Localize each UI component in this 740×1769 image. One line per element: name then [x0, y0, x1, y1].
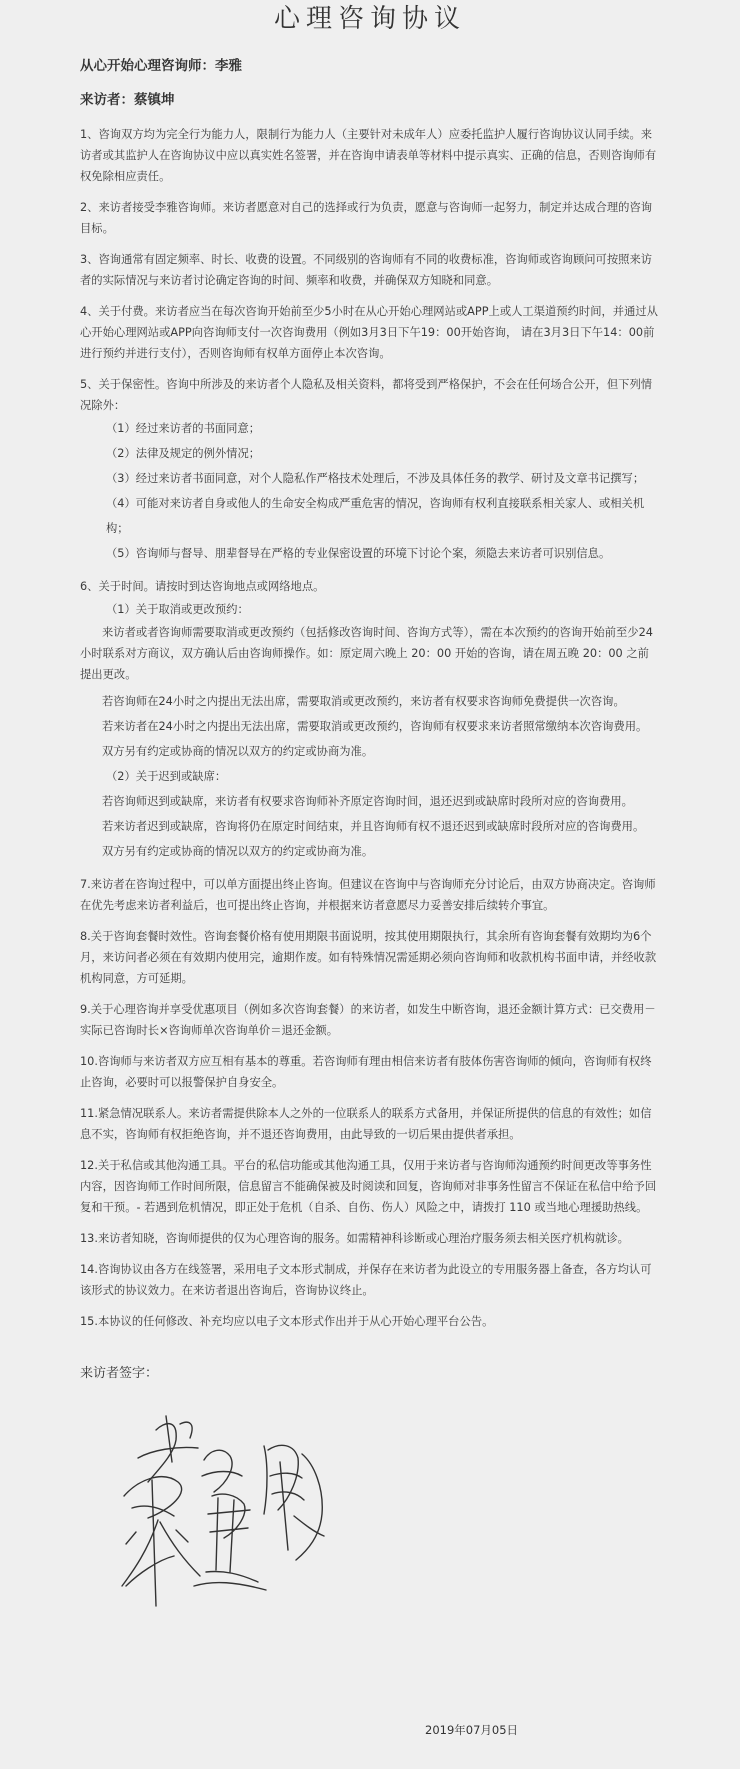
clause-6-sub1-text: 来访者或者咨询师需要取消或更改预约（包括修改咨询时间、咨询方式等），需在本次预约的咨询开始前至少24小时联系对方商议，双方确认后由咨询师操作。如：原定周六晚上 20：00 开始的咨询，请在周五晚 20：00 之前提出更改。	[80, 626, 653, 681]
clause-6-sub2-title: （2）关于迟到或缺席：	[106, 770, 227, 783]
page-title: 心理咨询协议	[273, 4, 466, 34]
counselor-label: 从心开始心理咨询师：	[80, 58, 215, 74]
clause-7: 7.来访者在咨询过程中，可以单方面提出终止咨询。但建议在咨询中与咨询师充分讨论后，由双方协商决定。咨询师在优先考虑来访者利益后，也可提出终止咨询，并根据来访者意愿尽力妥善安排后续转介事宜。	[80, 878, 656, 912]
clause-6: 6、关于时间。请按时到达咨询地点或网络地点。	[80, 580, 325, 593]
clause-13: 13.来访者知晓，咨询师提供的仅为心理咨询的服务。如需精神科诊断或心理治疗服务须去相关医疗机构就诊。	[80, 1232, 629, 1245]
clause-5-item: （4）可能对来访者自身或他人的生命安全构成严重危害的情况，咨询师有权利直接联系相关家人、或相关机构；	[106, 497, 645, 535]
clause-5-item: （2）法律及规定的例外情况；	[106, 447, 261, 460]
visitor-line	[80, 90, 660, 110]
clause-14: 14.咨询协议由各方在线签署，采用电子文本形式制成，并保存在来访者为此设立的专用服务器上备查，各方均认可该形式的协议效力。在来访者退出咨询后，咨询协议终止。	[80, 1263, 652, 1297]
clause-9: 9.关于心理咨询并享受优惠项目（例如多次咨询套餐）的来访者，如发生中断咨询，退还金额计算方式：已交费用－实际已咨询时长×咨询师单次咨询单价＝退还金额。	[80, 1003, 656, 1037]
clause-5-item: （3）经过来访者书面同意，对个人隐私作严格技术处理后，不涉及具体任务的教学、研讨及文章书记撰写；	[106, 472, 645, 485]
signature-date: 2019年07月05日	[425, 1723, 519, 1737]
clause-6-sub2-line: 双方另有约定或协商的情况以双方的约定或协商为准。	[102, 845, 374, 858]
visitor-label: 来访者：	[80, 92, 134, 108]
clause-10: 10.咨询师与来访者双方应互相有基本的尊重。若咨询师有理由相信来访者有肢体伤害咨询师的倾向，咨询师有权终止咨询，必要时可以报警保护自身安全。	[80, 1055, 652, 1089]
clause-6-group	[80, 576, 660, 864]
clause-6-sub1-line: 若咨询师在24小时之内提出无法出席，需要取消或更改预约，来访者有权要求咨询师免费提供一次咨询。	[102, 695, 625, 708]
clause-1: 1、咨询双方均为完全行为能力人，限制行为能力人（主要针对未成年人）应委托监护人履行咨询协议认同手续。来访者或其监护人在咨询协议中应以真实姓名签署，并在咨询申请表单等材料中提示真实、正确的信息，否则咨询师有权免除相应责任。	[80, 128, 657, 183]
clause-8: 8.关于咨询套餐时效性。咨询套餐价格有使用期限书面说明，按其使用期限执行，其余所有咨询套餐有效期均为6个月，来访问者必须在有效期内使用完，逾期作废。如有特殊情况需延期必须向咨询师和收款机构书面申请，并经收款机构同意，方可延期。	[80, 930, 657, 985]
clause-6-sub2-line: 若咨询师迟到或缺席，来访者有权要求咨询师补齐原定咨询时间，退还迟到或缺席时段所对应的咨询费用。	[102, 795, 633, 808]
clause-5-item: （1）经过来访者的书面同意；	[106, 422, 261, 435]
clause-2: 2、来访者接受李雅咨询师。来访者愿意对自己的选择或行为负责，愿意与咨询师一起努力，制定并达成合理的咨询目标。	[80, 201, 653, 235]
clause-5: 5、关于保密性。咨询中所涉及的来访者个人隐私及相关资料，都将受到严格保护，不会在任何场合公开，但下列情况除外：	[80, 378, 653, 412]
clause-5-group	[80, 374, 660, 566]
clause-6-sub1-line: 若来访者在24小时之内提出无法出席，需要取消或更改预约，咨询师有权要求来访者照常缴纳本次咨询费用。	[102, 720, 648, 733]
clause-4: 4、关于付费。来访者应当在每次咨询开始前至少5小时在从心开始心理网站或APP上或人工渠道预约时间，并通过从心开始心理网站或APP向咨询师支付一次咨询费用（例如3月3日下午19：00开始咨询， 请在3月3日下午14：00前进行预约并进行支付），否则咨询师有权单方面停止本次咨询。	[80, 305, 658, 360]
handwritten-signature	[118, 1410, 328, 1660]
clause-15: 15.本协议的任何修改、补充均应以电子文本形式作出并于从心开始心理平台公告。	[80, 1315, 494, 1328]
visitor-name: 蔡镇坤	[134, 92, 175, 108]
clause-11: 11.紧急情况联系人。来访者需提供除本人之外的一位联系人的联系方式备用，并保证所提供的信息的有效性；如信息不实，咨询师有权拒绝咨询，并不退还咨询费用，由此导致的一切后果由提供者承担。	[80, 1107, 652, 1141]
clause-6-sub1-line: 双方另有约定或协商的情况以双方的约定或协商为准。	[102, 745, 374, 758]
clause-6-sub1-title: （1）关于取消或更改预约：	[106, 603, 249, 616]
counselor-name: 李雅	[215, 58, 242, 74]
clause-3: 3、咨询通常有固定频率、时长、收费的设置。不同级别的咨询师有不同的收费标准，咨询师或咨询顾问可按照来访者的实际情况与来访者讨论确定咨询的时间、频率和收费，并确保双方知晓和同意。	[80, 253, 653, 287]
clause-12: 12.关于私信或其他沟通工具。平台的私信功能或其他沟通工具，仅用于来访者与咨询师沟通预约时间更改等事务性内容，因咨询师工作时间所限，信息留言不能确保被及时阅读和回复，咨询师对非事务性留言不保证在私信中给予回复和干预。- 若遇到危机情况，即正处于危机（自杀、自伤、伤人）风险之中，请拨打 110 或当地心理援助热线。	[80, 1159, 657, 1214]
clause-6-sub2-line: 若来访者迟到或缺席，咨询将仍在原定时间结束，并且咨询师有权不退还迟到或缺席时段所对应的咨询费用。	[102, 820, 645, 833]
counselor-line	[80, 56, 660, 76]
clause-5-item: （5）咨询师与督导、朋辈督导在严格的专业保密设置的环境下讨论个案，须隐去来访者可识别信息。	[106, 547, 611, 560]
signature-label: 来访者签字：	[80, 1366, 159, 1381]
